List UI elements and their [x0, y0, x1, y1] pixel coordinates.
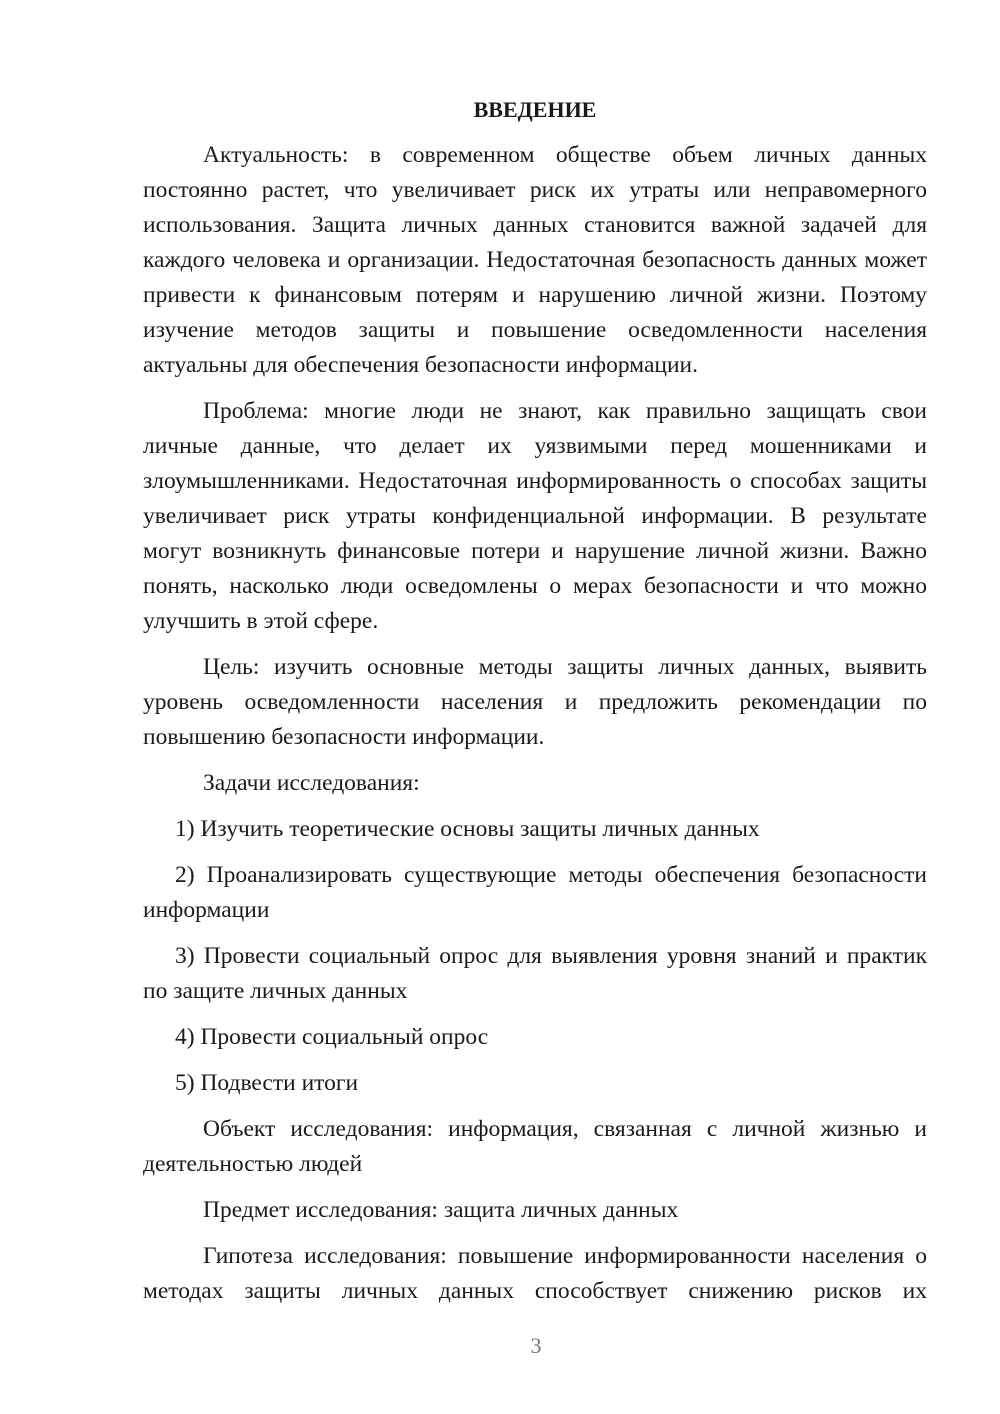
- task-item-2: 2) Проанализировать существующие методы обеспечения безопасности информации: [143, 862, 927, 923]
- goal-paragraph: Цель: изучить основные методы защиты личных данных, выявить уровень осведомленности населения и предложить рекомендации по повышению безопасности информации.: [143, 654, 927, 750]
- subject-paragraph: Предмет исследования: защита личных данных: [203, 1197, 679, 1223]
- page-title: ВВЕДЕНИЕ: [473, 97, 597, 122]
- page-content: [143, 92, 927, 1320]
- task-item-4: 4) Провести социальный опрос: [175, 1024, 489, 1050]
- relevance-paragraph: Актуальность: в современном обществе объем личных данных постоянно растет, что увеличивает риск их утраты или неправомерного использования. Защита личных данных становится важной задачей для каждого человека и организации. Недостаточная безопасность данных может привести к финансовым потерям и нарушению личной жизни. Поэтому изучение методов защиты и повышение осведомленности населения актуальны для обеспечения безопасности информации.: [143, 142, 927, 378]
- tasks-heading: Задачи исследования:: [203, 770, 420, 796]
- hypothesis-paragraph: Гипотеза исследования: повышение информированности населения о методах защиты личных данных способствует снижению рисков их: [143, 1243, 927, 1304]
- task-item-1: 1) Изучить теоретические основы защиты личных данных: [175, 816, 760, 842]
- task-item-3: 3) Провести социальный опрос для выявления уровня знаний и практик по защите личных данных: [143, 943, 927, 1004]
- object-paragraph: Объект исследования: информация, связанная с личной жизнью и деятельностью людей: [143, 1116, 927, 1177]
- problem-paragraph: Проблема: многие люди не знают, как правильно защищать свои личные данные, что делает их уязвимыми перед мошенниками и злоумышленниками. Недостаточная информированность о способах защиты увеличивает риск утраты конфиденциальной информации. В результате могут возникнуть финансовые потери и нарушение личной жизни. Важно понять, насколько люди осведомлены о мерах безопасности и что можно улучшить в этой сфере.: [143, 398, 927, 634]
- task-item-5: 5) Подвести итоги: [175, 1070, 359, 1096]
- page-number: 3: [530, 1333, 542, 1358]
